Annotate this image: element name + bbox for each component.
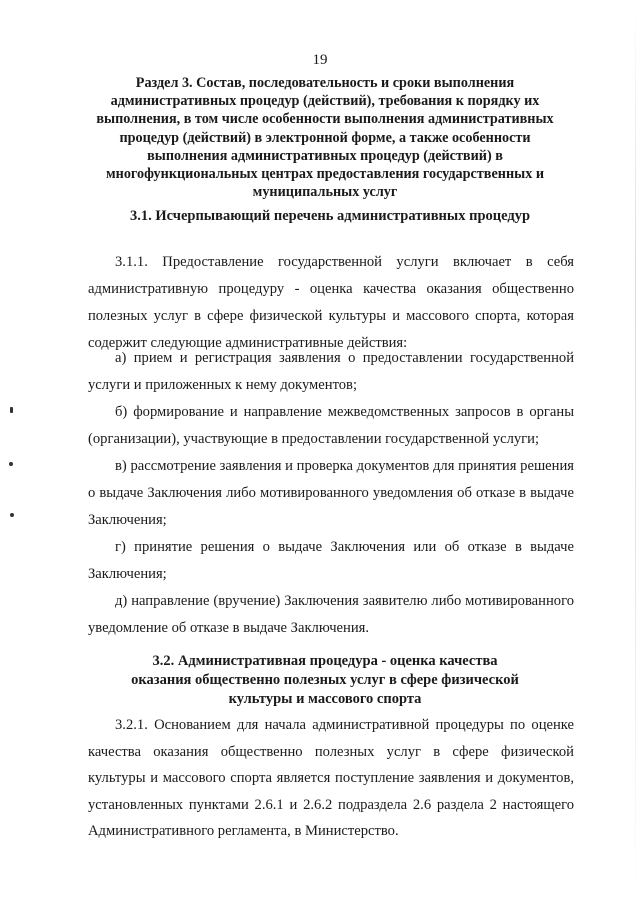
paragraph-3-1-1: 3.1.1. Предоставление государственной услуги включает в себя административную процедуру - оценка качества оказания общественно полезных услуг в сфере физической культуры и массового спорта, которая содержит следующие административные действия:: [88, 254, 574, 351]
procedure-actions-list: [88, 345, 574, 642]
margin-mark: [10, 513, 14, 517]
subsection-32-title: 3.2. Административная процедура - оценка качества оказания общественно полезных услуг в сфере физической культуры и массового спорта: [131, 653, 519, 707]
page-number: 19: [312, 52, 328, 68]
paragraph-3-2-1: 3.2.1. Основанием для начала административной процедуры по оценке качества оказания общественно полезных услуг в сфере физической культуры и массового спорта является поступление заявления и документов, установленных пунктами 2.6.1 и 2.6.2 подраздела 2.6 раздела 2 настоящего Административного регламента, в Министерство.: [88, 717, 574, 839]
list-item-d: д) направление (вручение) Заключения заявителю либо мотивированного уведомление об отказе в выдаче Заключения.: [88, 593, 574, 636]
list-item-v: в) рассмотрение заявления и проверка документов для принятия решения о выдаче Заключения либо мотивированного уведомления об отказе в выдаче Заключения;: [88, 458, 574, 528]
list-item-g: г) принятие решения о выдаче Заключения или об отказе в выдаче Заключения;: [88, 539, 574, 582]
scan-edge: [635, 0, 636, 905]
list-item-a: а) прием и регистрация заявления о предоставлении государственной услуги и приложенных к нему документов;: [88, 350, 574, 393]
margin-mark: [10, 407, 13, 413]
subsection-31-title: 3.1. Исчерпывающий перечень административных процедур: [129, 208, 531, 224]
margin-mark: [9, 462, 13, 466]
list-item-b: б) формирование и направление межведомственных запросов в органы (организации), участвующие в предоставлении государственной услуги;: [88, 404, 574, 447]
section-heading: Раздел 3. Состав, последовательность и сроки выполнения административных процедур (действий), требования к порядку их выполнения, в том числе особенности выполнения административных процедур (действий) в электронной форме, а также особенности выполнения административных процедур (действий) в многофункциональных центрах предоставления государственных и муниципальных услуг: [96, 75, 554, 201]
